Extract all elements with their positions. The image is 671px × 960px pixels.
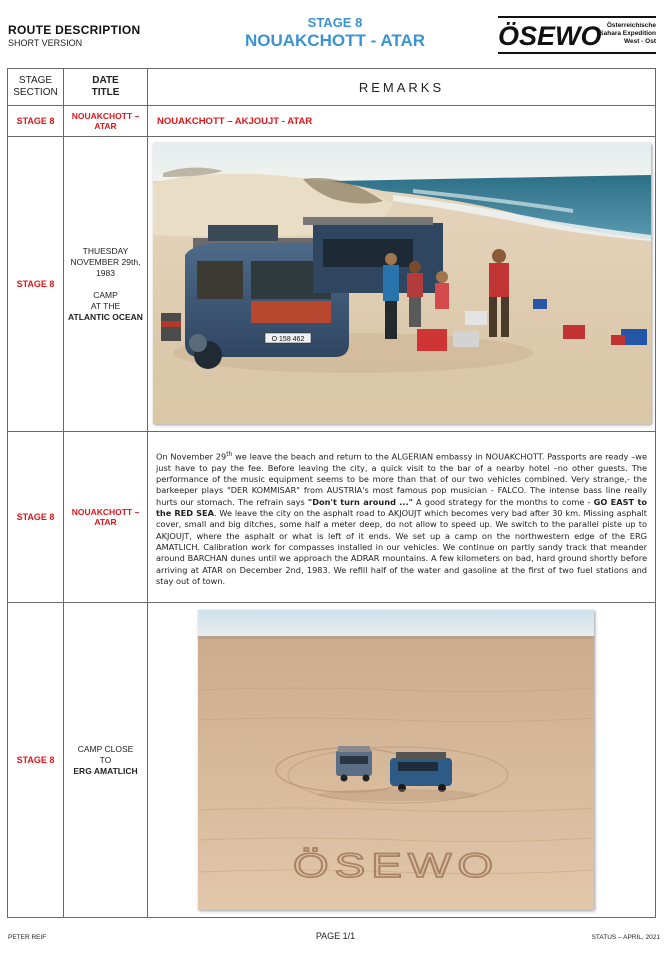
table-header-row xyxy=(8,69,656,106)
camp-line: ATLANTIC OCEAN xyxy=(68,311,143,322)
title-line: ATAR xyxy=(94,121,117,131)
van-blue xyxy=(390,752,452,792)
table-row xyxy=(8,137,656,432)
title-line: ATAR xyxy=(94,517,117,527)
date-line: 1983 xyxy=(96,267,115,278)
stage-cell: STAGE 8 xyxy=(8,106,64,137)
header-date-line: DATE xyxy=(92,75,119,86)
header-title-line: TITLE xyxy=(91,87,120,98)
route-table xyxy=(7,68,656,918)
table-row xyxy=(8,432,656,603)
beach-camp-photo xyxy=(153,143,651,424)
van-plate: O 158 462 xyxy=(271,336,305,343)
remark-emphasis: "Don't turn around ..." xyxy=(307,496,413,507)
sand-writing: ÖSEWO xyxy=(292,845,500,885)
route-title: ROUTE DESCRIPTION xyxy=(8,23,141,37)
footer-page: PAGE 1/1 xyxy=(315,931,356,941)
stage-heading xyxy=(200,15,470,51)
page-header xyxy=(0,0,671,62)
title-cell xyxy=(64,432,148,603)
org-line-3: West - Ost xyxy=(623,38,656,45)
remark-text: A good strategy for the months to come - xyxy=(412,496,594,507)
photo-cell xyxy=(148,137,656,432)
header-date-title xyxy=(64,69,148,106)
osewo-logo xyxy=(498,16,656,54)
photo-cell xyxy=(148,603,656,918)
stage-cell: STAGE 8 xyxy=(8,432,64,603)
header-stage-section xyxy=(8,69,64,106)
footer-author: PETER REIF xyxy=(8,934,47,941)
header-stage-line: STAGE xyxy=(18,75,53,86)
remark-text: we leave the beach and return to the ALGERIAN embassy in NOUAKCHOTT. Passports are ready –we just have to pay the fee. Before leaving the city, a quick visit to the bar of a nearby hotel –no other guests. The performance of the music equipment seems to be more than that of our two vehicles combined. Very strange,- the barkeeper plays "DER KOMMISAR" from AUSTRIA's most famous pop musician - FALCO. The intense bass line really hurts our stomach. The refrain says xyxy=(156,451,647,507)
route-remark: NOUAKCHOTT – AKJOUJT - ATAR xyxy=(148,106,656,137)
stage-label: STAGE 8 xyxy=(307,15,363,30)
title-line: NOUAKCHOTT – xyxy=(71,111,140,121)
remark-emphasis: GO EAST to the RED SEA xyxy=(156,496,647,519)
stage-cell: STAGE 8 xyxy=(8,603,64,918)
org-line-2: Sahara Expedition xyxy=(599,30,656,37)
camp-line: CAMP CLOSE xyxy=(77,743,134,754)
camp-cell xyxy=(64,603,148,918)
date-line: THUESDAY xyxy=(82,245,129,256)
camp-line: TO xyxy=(99,754,112,765)
date-cell xyxy=(64,137,148,432)
footer-status: STATUS – APRIL, 2021 xyxy=(591,934,660,941)
logo-text: ÖSEWO xyxy=(498,21,602,51)
remark-paragraph xyxy=(148,432,656,603)
remark-text: . We leave the city on the asphalt road to AKJOUJT which becomes very bad after 30 km. Missing asphalt cover, small and big ditches, some half a meter deep, do not allow to speed up. We switch to the parallel piste up to AKJOUJT, where the asphalt or what is left of it ends. We set up a camp on the northwestern edge of the ERG AMATLICH. Calibration work for compasses installed in our vehicles. We continue on partly sandy track that meander around BARCHAN dunes until we approach the ADRAR mountains. A few kilometers on bad, hard ground shortly before arriving at ATAR on December 2nd, 1983. We refill half of the water and gasoline at the first of two fuel stations and stay out of town. xyxy=(156,508,647,586)
stage-cell: STAGE 8 xyxy=(8,137,64,432)
org-line-1: Österreichische xyxy=(606,22,656,29)
organisation-name xyxy=(599,22,656,46)
table-row xyxy=(8,603,656,918)
ordinal-suffix: th xyxy=(226,450,233,458)
table-row xyxy=(8,106,656,137)
date-line: NOVEMBER 29th, xyxy=(70,256,141,267)
route-subtitle: SHORT VERSION xyxy=(8,38,83,48)
camp-line: AT THE xyxy=(90,300,121,311)
stage-route: NOUAKCHOTT - ATAR xyxy=(244,31,426,50)
header-remarks: REMARKS xyxy=(148,69,656,106)
desert-camp-photo xyxy=(198,610,594,910)
title-line: NOUAKCHOTT – xyxy=(71,507,140,517)
title-cell xyxy=(64,106,148,137)
header-section-line: SECTION xyxy=(13,87,58,98)
camp-line: ERG AMATLICH xyxy=(73,765,138,776)
remark-text: On November 29 xyxy=(156,451,227,462)
camp-line: CAMP xyxy=(93,289,118,300)
